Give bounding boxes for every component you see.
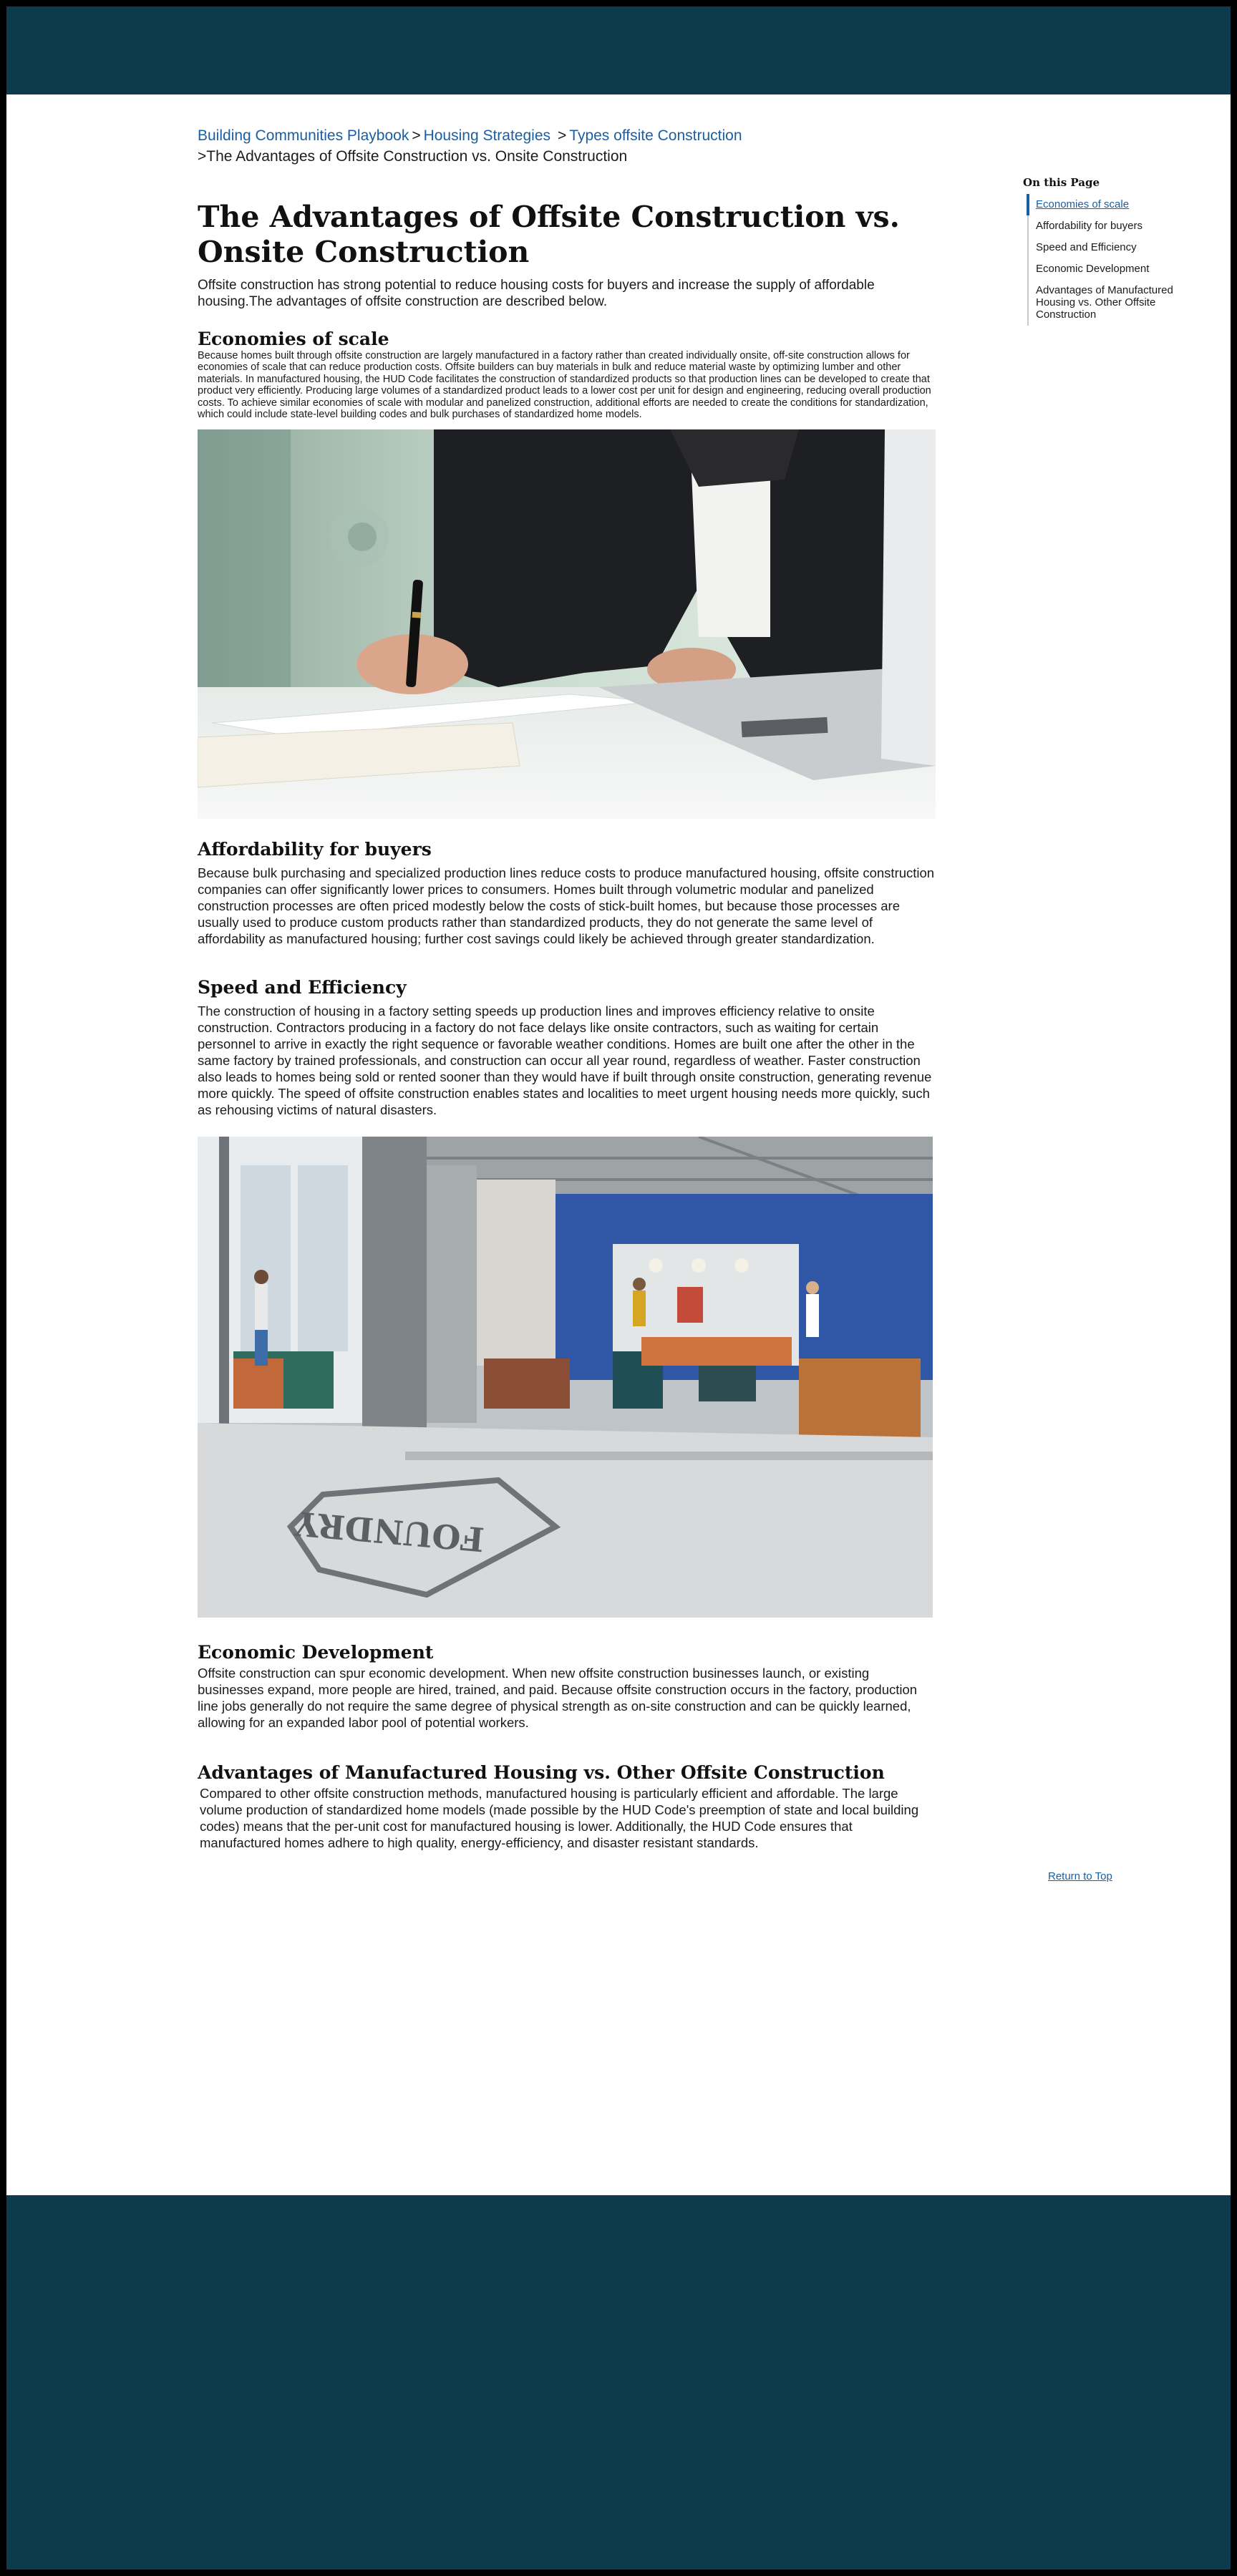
section-body: Offsite construction can spur economic development. When new offsite construction businesses launch, or existing businesses expand, more people are hired, trained, and paid. Because offsite construction occurs in the factory, production line jobs generally do not require the same degree of physical strength as on-site construction and can be quickly learned, allowing for an expanded labor pool of potential workers. [198, 1666, 918, 1731]
lobby-floor-text: FOUNDRY [294, 1504, 486, 1560]
breadcrumb-current: >The Advantages of Offsite Construction vs. Onsite Construction [198, 148, 628, 165]
desk-signing-illustration [198, 429, 936, 819]
breadcrumb [198, 125, 842, 167]
breadcrumb-separator: > [558, 127, 567, 144]
on-this-page-title: On this Page [1023, 176, 1100, 189]
breadcrumb-link-housing-strategies[interactable]: Housing Strategies [423, 127, 551, 144]
site-header [6, 6, 1231, 94]
section-heading: Speed and Efficiency [198, 977, 407, 998]
section-manufactured-vs-offsite [198, 1762, 942, 1851]
breadcrumb-link-types-offsite[interactable]: Types offsite Construction [569, 127, 742, 144]
return-to-top-link[interactable]: Return to Top [1048, 1870, 1112, 1882]
page-title: The Advantages of Offsite Construction vs. Onsite Construction [198, 200, 900, 269]
page-lead: Offsite construction has strong potential to reduce housing costs for buyers and increase the supply of affordable housing.The advantages of offsite construction are described below. [198, 278, 875, 309]
site-footer [6, 2195, 1231, 2570]
sidenav-item-economies-of-scale[interactable]: Economies of scale [1027, 194, 1196, 215]
section-heading: Economic Development [198, 1642, 434, 1663]
sidenav-item-affordability[interactable]: Affordability for buyers [1036, 220, 1143, 232]
section-economies-of-scale [198, 329, 942, 420]
section-body: Compared to other offsite construction methods, manufactured housing is particularly efficient and affordable. The large volume production of standardized home models (made possible by the HUD Code's preemption of state and local building codes) means that the per-unit cost for manufactured housing is lower. Additionally, the HUD Code ensures that manufactured homes adhere to high quality, energy-efficiency, and disaster resistant standards. [200, 1786, 919, 1851]
section-speed-efficiency [198, 977, 942, 1118]
breadcrumb-link-playbook[interactable]: Building Communities Playbook [198, 127, 409, 144]
lobby-interior-photo [198, 1137, 933, 1618]
section-heading: Advantages of Manufactured Housing vs. Other Offsite Construction [198, 1762, 885, 1784]
section-body: Because homes built through offsite construction are largely manufactured in a factory rather than created individually onsite, off-site construction allows for economies of scale that can reduce production costs. Offsite builders can buy materials in bulk and reduce material waste by optimizing lumber and other materials. In manufactured housing, the HUD Code facilitates the construction of standardized products so that production lines can be developed to create that product very efficiently. Producing large volumes of a standardized product leads to a lower cost per unit for design and engineering, reducing overall production costs. To achieve similar economies of scale with modular and panelized construction, additional efforts are needed to create the conditions for standardization, which could include state-level building codes and bulk purchases of standardized home models. [198, 350, 931, 421]
section-body: Because bulk purchasing and specialized production lines reduce costs to produce manufactured housing, offsite construction companies can offer significantly lower prices to consumers. Homes built through volumetric modular and panelized construction processes are often priced modestly below the costs of stick-built homes, but because those processes are usually used to produce custom products rather than standardized products, they do not generate the same level of affordability as manufactured housing; further cost savings could likely be achieved through greater standardization. [198, 865, 935, 947]
section-heading: Affordability for buyers [198, 839, 432, 860]
page-frame [6, 6, 1231, 2570]
main-content [198, 200, 942, 1851]
sidenav-item-manufactured-vs-offsite[interactable]: Advantages of Manufactured Housing vs. Other Offsite Construction [1036, 284, 1173, 321]
breadcrumb-separator: > [412, 127, 421, 144]
desk-signing-photo [198, 429, 936, 819]
section-body: The construction of housing in a factory setting speeds up production lines and improves efficiency relative to onsite construction. Contractors producing in a factory do not face delays like onsite contractors, such as waiting for certain personnel to arrive in exactly the right sequence or favorable weather conditions. Homes are built one after the other in the same factory by trained professionals, and construction can occur all year round, regardless of weather. Faster construction also leads to homes being sold or rented sooner than they would have if built through onsite construction, generating revenue more quickly. The speed of offsite construction enables states and localities to meet urgent housing needs more quickly, such as rehousing victims of natural disasters. [198, 1003, 932, 1118]
lobby-illustration [198, 1137, 933, 1618]
sidenav-item-speed-efficiency[interactable]: Speed and Efficiency [1036, 241, 1137, 253]
section-economic-development [198, 1642, 942, 1731]
sidenav-item-economic-development[interactable]: Economic Development [1036, 263, 1150, 275]
on-this-page-nav [1017, 175, 1196, 326]
on-this-page-list [1027, 194, 1196, 326]
section-heading: Economies of scale [198, 329, 389, 349]
section-affordability [198, 839, 942, 947]
